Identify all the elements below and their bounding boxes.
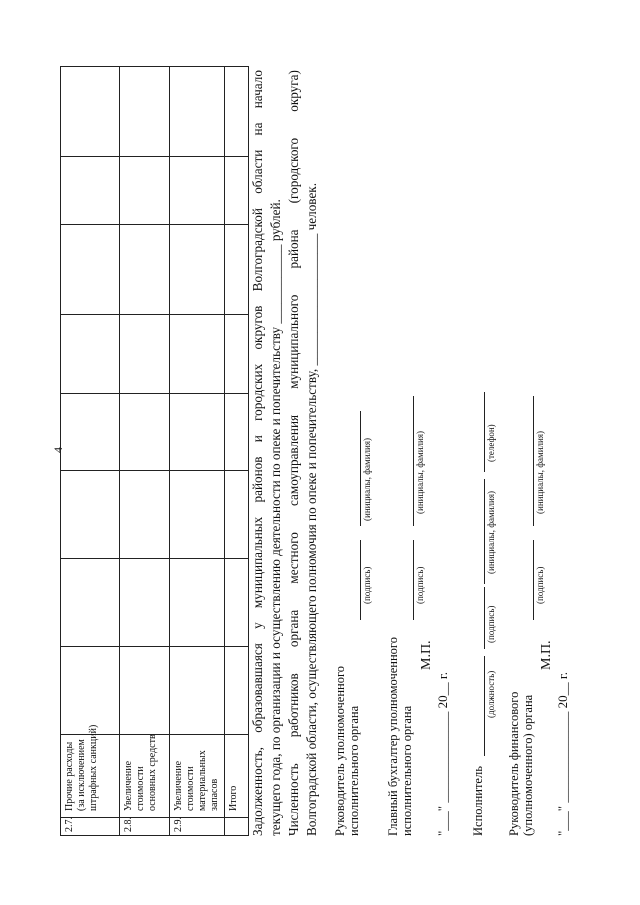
caption-initials: (инициалы, фамилия) xyxy=(362,438,372,521)
initials-line xyxy=(533,396,534,526)
signature-line xyxy=(360,540,361,620)
paragraph-word: начало xyxy=(250,70,265,109)
signature-line xyxy=(484,587,485,649)
head-exec-title: Руководитель уполномоченного исполнительного органа xyxy=(333,665,361,836)
table-row-divider xyxy=(224,67,225,835)
table-col-divider xyxy=(61,817,248,818)
fin-head-title: Руководитель финансового (уполномоченного) органа xyxy=(507,691,535,836)
paragraph-word: самоуправления xyxy=(286,414,301,506)
phone-line xyxy=(484,392,485,472)
staff-paragraph-line4: Волгоградской области, осуществляющего полномочия по опеке и попечительству, ____________________ человек. xyxy=(304,182,319,836)
table-col-divider xyxy=(61,314,248,315)
table-col-divider xyxy=(61,470,248,471)
row-name: Увеличение стоимости материальных запасов xyxy=(173,750,220,811)
chief-accountant-title: Главный бухгалтер уполномоченного исполнительного органа xyxy=(386,637,414,836)
paragraph-word: на xyxy=(250,122,265,136)
caption-signature: (подпись) xyxy=(486,605,496,643)
position-line xyxy=(484,656,485,756)
table-row-divider xyxy=(169,67,170,835)
date-line: "___" ______________ 20__ г. xyxy=(555,672,570,836)
caption-signature: (подпись) xyxy=(535,566,545,604)
paragraph-word: муниципального xyxy=(286,294,301,389)
caption-signature: (подпись) xyxy=(415,566,425,604)
row-number: 2.7. xyxy=(64,817,75,832)
expenses-table xyxy=(60,66,249,836)
initials-line xyxy=(360,411,361,526)
row-number: 2.9. xyxy=(173,817,184,832)
paragraph-word: области xyxy=(250,149,265,194)
row-name: Прочие расходы (за исключением штрафных санкций) xyxy=(64,724,99,811)
paragraph-word: округа) xyxy=(286,70,301,112)
signature-line xyxy=(413,540,414,620)
paragraph-word: (городского xyxy=(286,137,301,204)
paragraph-word: муниципальных xyxy=(250,516,265,609)
paragraph-word: округов xyxy=(250,305,265,350)
table-col-divider xyxy=(61,646,248,647)
debt-paragraph-line1 xyxy=(250,70,266,836)
paragraph-word: работников xyxy=(286,673,301,738)
table-col-divider xyxy=(61,224,248,225)
executor-label: Исполнитель xyxy=(471,766,485,836)
table-row-divider xyxy=(119,67,120,835)
paragraph-word: Численность xyxy=(286,763,301,836)
page-number: 4 xyxy=(51,447,65,453)
date-line: "___" ______________ 20__ г. xyxy=(435,672,450,836)
caption-initials: (инициалы, фамилия) xyxy=(415,431,425,514)
caption-signature: (подпись) xyxy=(362,566,372,604)
paragraph-word: органа xyxy=(286,609,301,648)
paragraph-word: у xyxy=(250,622,265,629)
stamp-place: М.П. xyxy=(419,640,434,670)
paragraph-word: местного xyxy=(286,532,301,584)
paragraph-word: Волгоградской xyxy=(250,208,265,292)
signature-line xyxy=(533,540,534,620)
paragraph-word: Задолженность, xyxy=(250,747,265,836)
paragraph-word: и xyxy=(250,435,265,443)
paragraph-word: районов xyxy=(250,456,265,503)
stamp-place: М.П. xyxy=(539,640,554,670)
debt-paragraph-line2: текущего года, по организации и осуществлению деятельности по опеке и попечительству ____________ рублей. xyxy=(268,199,283,836)
initials-line xyxy=(484,479,485,584)
rotated-content xyxy=(51,66,570,836)
table-col-divider xyxy=(61,156,248,157)
staff-paragraph-line3 xyxy=(286,70,302,836)
caption-initials: (инициалы, фамилия) xyxy=(535,431,545,514)
caption-initials: (инициалы, фамилия) xyxy=(486,491,496,574)
initials-line xyxy=(413,396,414,526)
table-col-divider xyxy=(61,558,248,559)
caption-position: (должность) xyxy=(486,670,496,718)
paragraph-word: городских xyxy=(250,363,265,421)
row-name: Увеличение стоимости основных средств xyxy=(123,734,158,811)
row-number: 2.8. xyxy=(123,817,134,832)
paragraph-word: района xyxy=(286,229,301,269)
caption-phone: (телефон) xyxy=(486,424,496,462)
table-col-divider xyxy=(61,393,248,394)
paragraph-word: образовавшаяся xyxy=(250,643,265,733)
row-name-total: Итого xyxy=(228,785,239,811)
